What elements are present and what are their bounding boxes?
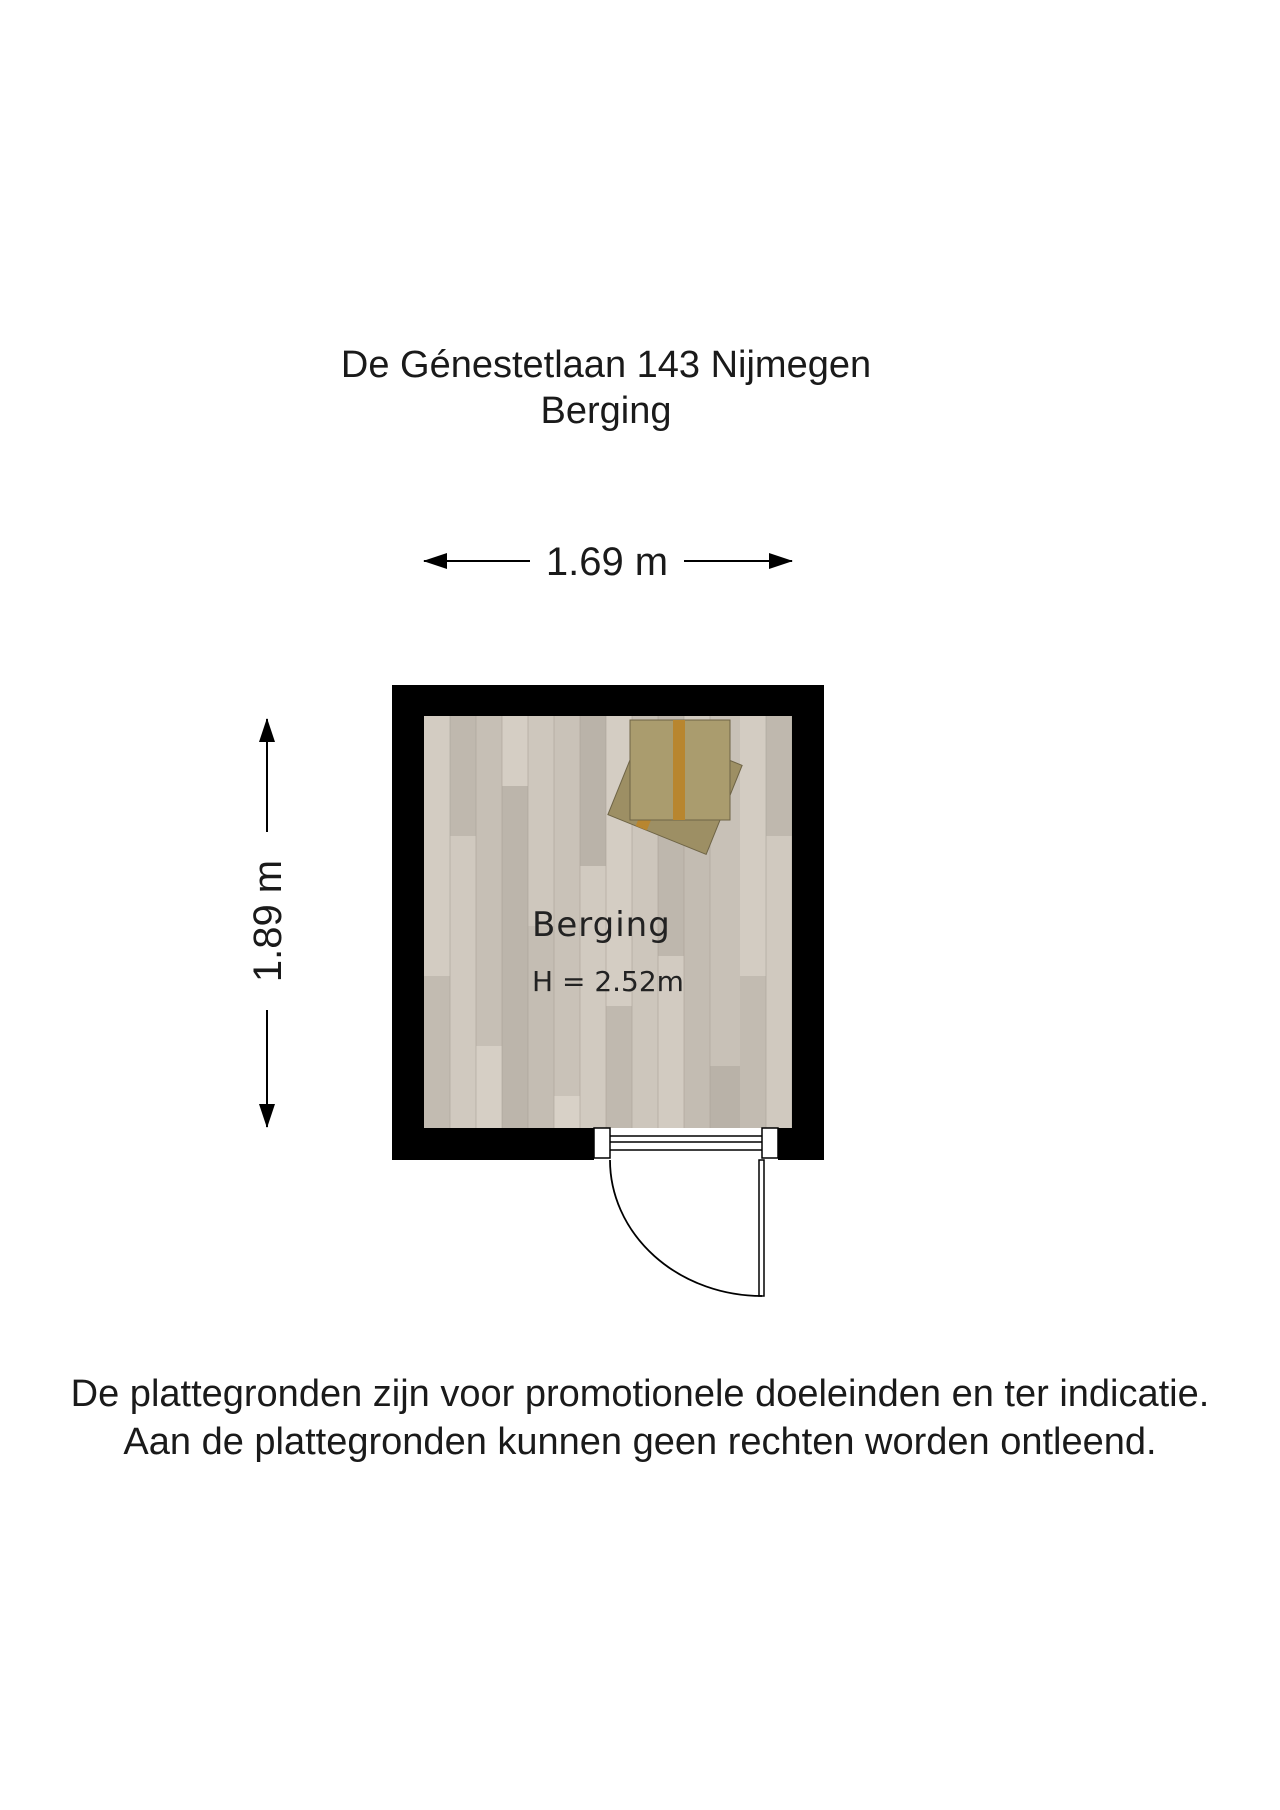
door-jamb-right — [762, 1128, 778, 1158]
door-jamb-left — [594, 1128, 610, 1158]
arrow-left-icon — [423, 553, 447, 569]
width-dimension — [423, 540, 793, 584]
depth-dimension — [246, 718, 290, 1128]
floor-title: Berging — [540, 390, 672, 432]
wall-bottom-right — [778, 1128, 824, 1160]
disclaimer-line-1: De plattegronden zijn voor promotionele doeleinden en ter indicatie. — [70, 1373, 1210, 1415]
door — [594, 1128, 778, 1296]
wall-top — [392, 685, 824, 716]
disclaimer — [0, 1370, 1280, 1466]
depth-label: 1.89 m — [246, 859, 290, 983]
disclaimer-line-2: Aan de plattegronden kunnen geen rechten worden ontleend. — [123, 1421, 1157, 1463]
arrow-right-icon — [769, 553, 793, 569]
room-height-label: H = 2.52m — [532, 965, 684, 998]
door-leaf — [759, 1160, 764, 1296]
wall-left — [392, 685, 424, 1160]
room-name-label: Berging — [532, 905, 671, 945]
address-title: De Génestetlaan 143 Nijmegen — [340, 344, 872, 386]
width-label: 1.69 m — [545, 540, 669, 584]
door-swing-arc — [610, 1160, 762, 1296]
wall-bottom-left — [392, 1128, 594, 1160]
arrow-down-icon — [259, 1104, 275, 1128]
arrow-up-icon — [259, 718, 275, 742]
wall-right — [792, 685, 824, 1160]
